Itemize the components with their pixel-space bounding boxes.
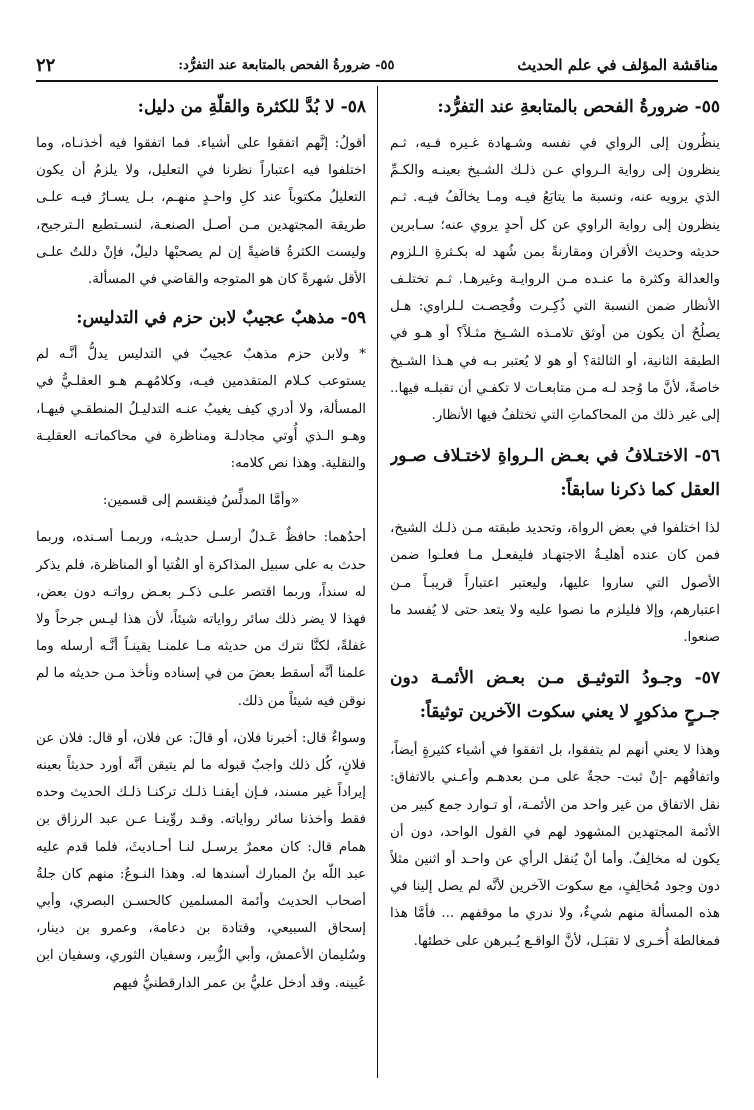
running-header xyxy=(36,50,718,80)
heading-58: ٥٨- لا بُدَّ للكثرة والقلّةِ من دليل: xyxy=(137,97,366,117)
heading-55: ٥٥- ضرورةُ الفحص بالمتابعةِ عند التفرُّد: xyxy=(437,97,720,117)
paragraph-55: ينظُرون إلى الرواي في نفسه وشـهادة غـيره فـيه، ثـم ينظرون إلى رواية الـرواي عـن ذلـك الشـيخ بعينـه والكـمِّ الذي يرويه عنه، ونسبة ما يتابَعُ فيـه ومـا يخالَفُ فيـه. ثـم ينظرون إلى رواية الراوي عن كل أحدٍ يروي عنه؛ سـابرين حديثه وحديث الأقران ومقارنةً بمن شُهد له بكـثرةِ الـلزوم والعدالة وكثرة ما عنـده مـن الروايـة وغيرهـا. ثـم تختلـف الأنظار ضمن النسبة التي ذُكِـرت وفُحِصـت لـلراوي: هـل يصلُحُ أن يكون من أوثق تلامـذه الشـيخ مثـلاً؟ أو هـو في الطبقة الثانية، أو الثالثة؟ أو هو لا يُعتبر بـه في هـذا الشـيخ خاصةً، لأنَّ ما وُجد لـه مـن متابعـات لا تكفـي أن تقبلـه فيها.. إلى غير ذلك من المحاكماتِ التي تختلفُ فيها الأنظار. xyxy=(390,136,720,424)
column-divider xyxy=(377,86,378,1078)
section-title: ٥٥- ضرورةُ الفحص بالمتابعة عند التفرُّد: xyxy=(178,57,395,73)
paragraph-58: أقولُ: إنَّهم اتفقوا على أشياء. فما اتفقوا فيه أخذنـاه، وما اختلفوا فيه اعتباراً نظرنا في التعليل، ولا يلزمُ أن يكون التعليلُ مكتوباً عند كلِ واحـدٍ منهـم، بـل يسـارُ فيـه علـى طريقة المجتهدين مـن أصـل الصنعـة، لنسـتطيع الـترجيح، وليست الكثرةُ قاضيةً إن لم يصحبْها دليلٌ، فإنْ دللتُ علـى الأقل شهرةً كان هو المتوجه والقاضي في المسألة. xyxy=(36,136,366,288)
paragraph-57: وهذا لا يعني أنهم لم يتفقوا، بل اتفقوا في أشياء كثيرةٍ أيضاً، واتفاقُهم -إنْ ثبت- حجةٌ على مـن بعدهـم وأعـني بالاتفاق: نقل الاتفاق من غير واحد من الأئمـة، أو تـوارد جمع كبير من الأئمة المجتهدين المشهود لهم في القول الواحد، دون أن يكون له مخالِفٌ. وأما أنْ يُنقل الرأي عن واحـد أو اثنين مثلاً دون وجود مُخالِفٍ، مع سكوت الآخرين لأنَّه لم يصل إلينا في هذه المسألة منهم شيءٌ، ولا ندري ما موقفهم ... فأمَّا هذا فمغالطة أُخـرى لا تقبَـل، لأنَّ الواقـع يُـبرهن على خطئها. xyxy=(390,743,720,949)
quote-paragraph-2: وسواءٌ قال: أخبرنا فلان، أو قالَ: عن فلان، أو قال: فلان عن فلانٍ، كُل ذلك واجبٌ قبوله ما لم يتيقن أنَّه أورد حديثاً بعينه إيراداً غير مسند، فـإن أيقنـا ذلـك تركنـا ذلـك الحديث وحده فقط وأخذنا سائر رواياته. وقـد روِّينـا عـن عبد الرزاق بن همام قال: كان معمرٌ يرسـل لنـا أحـاديثَ، فلما قدم عليه عبد اللّه بنُ المبارك أسندها له. وهذا النـوعُ: منهم كان جلةُ أصحاب الحديث وأئمة المسلمين كالحسـن البصري، وأبي إسحاق السبيعي، وقتادة بن دعامة، وعمرو بن دينار، وسُليمان الأعمش، وأبي الزُّبير، وسفيان الثوري، وسفيان ابن عُيينه. وقد أدخل عليُّ بن عمر الدارقطنيُّ فيهم xyxy=(36,730,366,991)
right-column xyxy=(390,88,720,1083)
heading-57: ٥٧- وجـودُ التوثيـق مـن بعـض الأئمـة دون جـرحٍ مذكورٍ لا يعني سكوت الآخرين توثيقاً: xyxy=(390,668,720,723)
paragraph-59-intro: * ولابن حزم مذهبٌ عجيبٌ في التدليس يدلُّ أنَّـه لم يستوعب كـلام المتقدمين فيـه، وكلامُهـم هـو العقلـيُّ في المسألة، ولا أدري كيف يغيبُ عنـه التدليـلُ المنطقـي فيهـا، وهـو الـذي أُوتي مجادلـة ومناظرة في محاكماتـه العقليـة والنقلية. وهذا نص كلامه: xyxy=(36,347,366,472)
quote-paragraph-1: أحدُهما: حافظٌ عَـدلٌ أرسـل حديثـه، وربمـا أسـنده، وربما حدث به على سبيل المذاكرة أو الفُتيا أو المناظرة، فلم يذكر له سنداً، وربما اقتصر علـى ذكـر بعـض رواتـه دون بعض، فهذا لا يضر ذلك سائر رواياته شيئاً، لأن هذا ليـس جرحاً ولا غفلةً، لكنَّا نترك من حديثه مـا علمنـا يقينـاً أنَّـه أرسله وما علمنا أنَّه أسقط بعضَ من في إسناده ونأخذ مـن حديثه ما لم نوقن فيه شيئاً من ذلك. xyxy=(36,530,366,709)
paragraph-56: لذا اختلفوا في بعض الرواة، وتحديد طبقته مـن ذلـك الشيخ، فمن كان عنده أهليـةُ الاجتهـاد فليفعـل مـا فعلـوا ضمن الأصول التي ساروا عليها، وليعتبر اعتباراً قريبـاً مـن اعتبارهم، وإلا فليلزم ما نصوا عليه ولا يتعد حتى لا يُفسد ما صنعوا. xyxy=(390,521,720,646)
page-number: ٢٢ xyxy=(36,54,56,76)
heading-59: ٥٩- مذهبٌ عجيبٌ لابن حزم في التدليس: xyxy=(76,308,366,329)
left-column xyxy=(36,88,366,1083)
heading-56: ٥٦- الاختـلافُ في بعـض الـرواةِ لاختـلاف صـور العقل كما ذكرنا سابقاً: xyxy=(390,446,720,501)
header-rule xyxy=(36,80,718,82)
book-title: مناقشة المؤلف في علم الحديث xyxy=(517,56,718,74)
quote-opening: «وأمَّا المدلِّسُ فينقسم إلى قسمين: xyxy=(102,493,300,509)
